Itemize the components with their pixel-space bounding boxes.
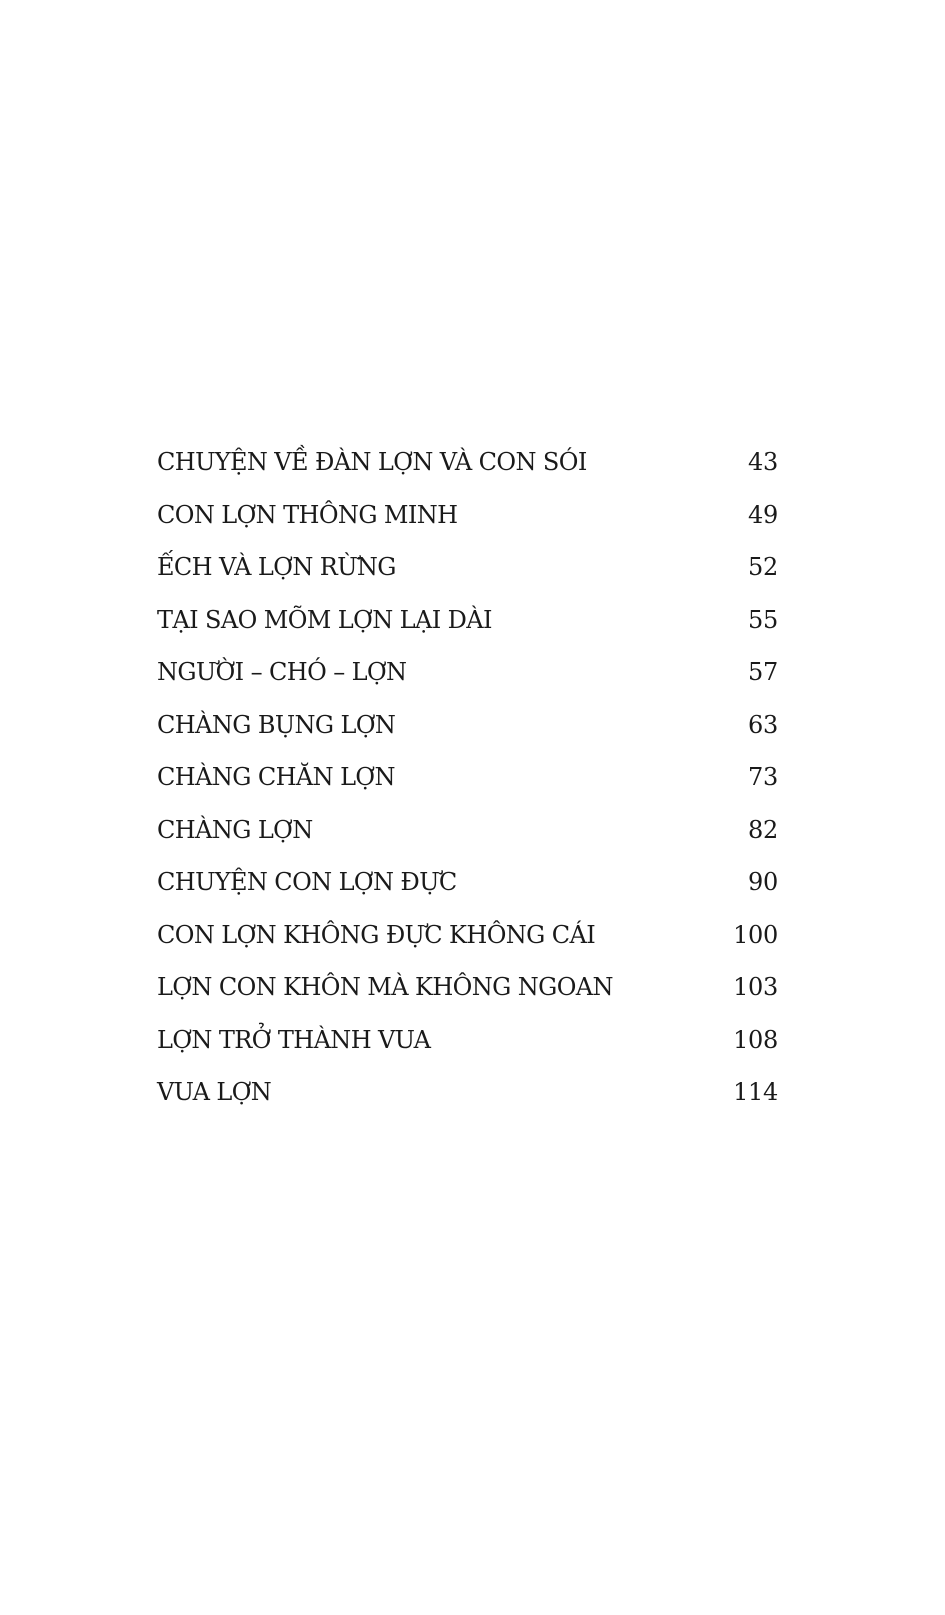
- toc-entry-title: CHÀNG CHĂN LỢN: [157, 763, 395, 791]
- toc-entry: [157, 658, 778, 711]
- toc-entry-title: NGƯỜI – CHÓ – LỢN: [157, 658, 407, 686]
- toc-entry-title: CON LỢN KHÔNG ĐỰC KHÔNG CÁI: [157, 920, 596, 949]
- toc-entry: [157, 711, 778, 764]
- toc-entry: [157, 501, 778, 554]
- toc-entry-title: CHÀNG LỢN: [157, 815, 313, 844]
- toc-entry: [157, 1026, 778, 1079]
- toc-entry-page-number: 108: [733, 1025, 778, 1054]
- toc-entry-title: LỢN CON KHÔN MÀ KHÔNG NGOAN: [157, 973, 613, 1001]
- toc-entry-page-number: 57: [748, 658, 778, 686]
- toc-entry-page-number: 52: [748, 553, 778, 581]
- toc-entry-title: CHUYỆN VỀ ĐÀN LỢN VÀ CON SÓI: [157, 448, 587, 476]
- toc-entry-title: CHÀNG BỤNG LỢN: [157, 710, 396, 739]
- toc-entry: [157, 553, 778, 606]
- toc-entry: [157, 921, 778, 974]
- toc-entry-title: ẾCH VÀ LỢN RỪNG: [157, 553, 396, 581]
- toc-entry-title: TẠI SAO MÕM LỢN LẠI DÀI: [157, 605, 492, 634]
- toc-entry-page-number: 49: [748, 500, 778, 529]
- toc-entry-page-number: 114: [733, 1078, 778, 1106]
- toc-entry-page-number: 82: [748, 815, 778, 844]
- toc-entry-page-number: 55: [748, 605, 778, 634]
- table-of-contents: [157, 448, 778, 1131]
- toc-entry-title: CON LỢN THÔNG MINH: [157, 500, 458, 529]
- toc-entry-page-number: 100: [733, 920, 778, 949]
- toc-entry-page-number: 63: [748, 710, 778, 739]
- toc-entry: [157, 816, 778, 869]
- toc-entry-title: CHUYỆN CON LỢN ĐỰC: [157, 868, 457, 896]
- toc-entry: [157, 606, 778, 659]
- toc-entry-title: VUA LỢN: [157, 1078, 272, 1106]
- toc-entry: [157, 448, 778, 501]
- toc-entry-page-number: 90: [748, 868, 778, 896]
- toc-entry-page-number: 103: [733, 973, 778, 1001]
- toc-entry-page-number: 43: [748, 448, 778, 476]
- toc-entry-title: LỢN TRỞ THÀNH VUA: [157, 1025, 431, 1054]
- toc-entry-page-number: 73: [748, 763, 778, 791]
- toc-entry: [157, 1078, 778, 1131]
- toc-entry: [157, 973, 778, 1026]
- toc-entry: [157, 868, 778, 921]
- toc-entry: [157, 763, 778, 816]
